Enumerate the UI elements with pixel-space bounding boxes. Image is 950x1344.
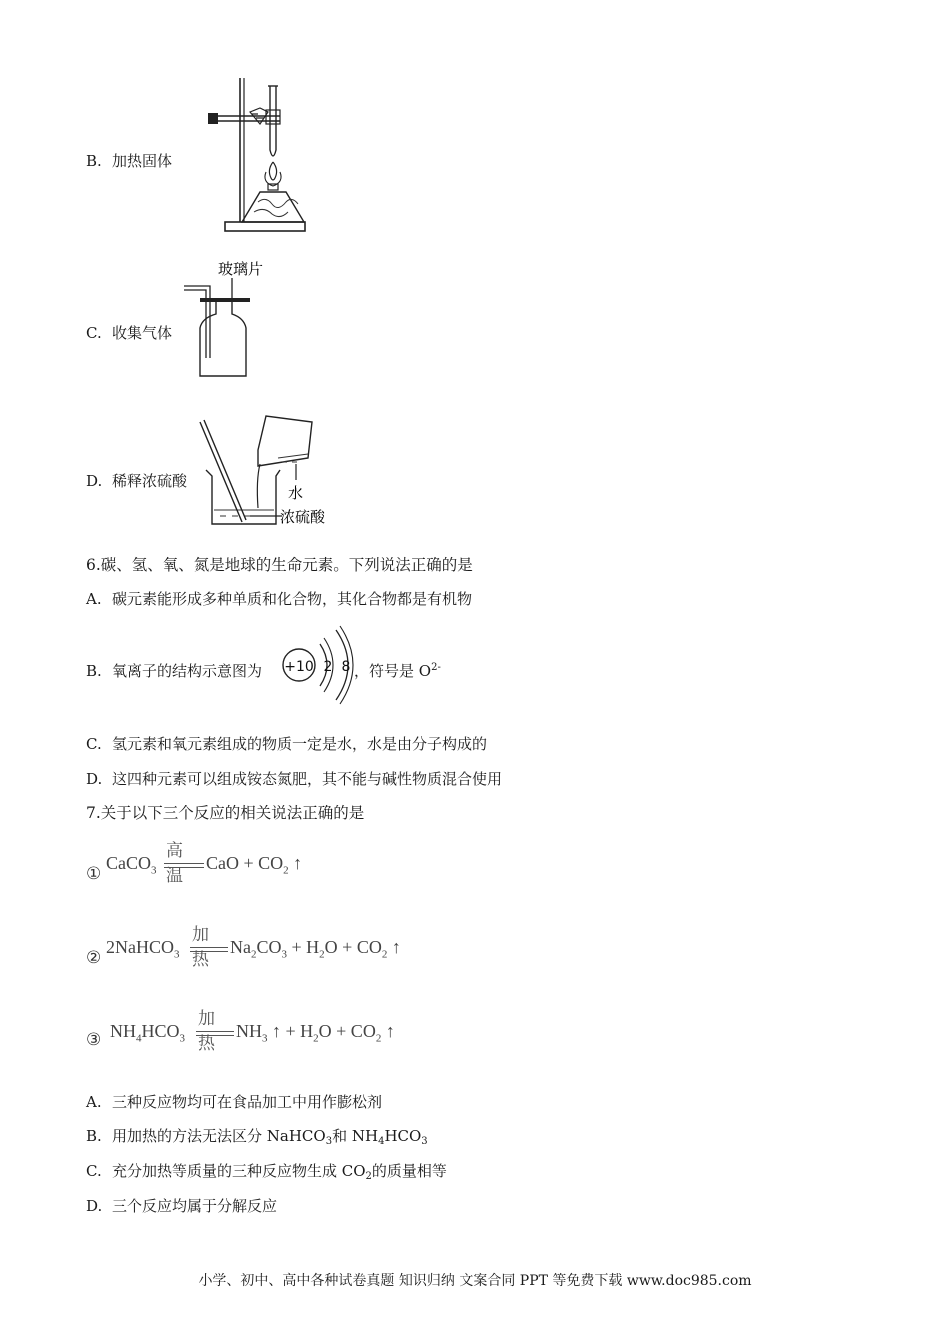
water-label: 水 <box>288 484 304 502</box>
nucleus-charge: +10 <box>284 659 314 675</box>
option-6c <box>86 733 487 754</box>
products: $Na_2CO_3 + H_2O + CO_2$ ↑ <box>230 937 401 961</box>
reactant: 2NaHCO$_3$ <box>106 937 180 961</box>
option-5c <box>86 322 172 343</box>
equals-sign <box>190 947 228 952</box>
option-6b <box>86 660 441 681</box>
option-7d <box>86 1195 277 1216</box>
page-footer: 小学、初中、高中各种试卷真题 知识归纳 文案合同 PPT 等免费下载 www.doc985.com <box>198 1273 752 1289</box>
heating-apparatus-figure <box>180 72 330 238</box>
reactant: CaCO$_3$ <box>106 853 157 877</box>
oxygen-ion-structure-diagram <box>280 624 356 708</box>
option-text: 三种反应物均可在食品加工中用作膨松剂 <box>112 1093 383 1111</box>
option-text-before: 氧离子的结构示意图为 <box>112 662 263 680</box>
option-letter: C. <box>86 1162 102 1180</box>
reaction-condition: 加热 <box>198 1009 215 1054</box>
option-letter: C. <box>86 735 102 753</box>
question-6-stem: 6.碳、氢、氧、氮是地球的生命元素。下列说法正确的是 <box>86 556 473 574</box>
option-letter: C. <box>86 324 102 342</box>
option-letter: B. <box>86 662 102 680</box>
products: CaO + $CO_2$ ↑ <box>206 853 303 877</box>
shell-2-electrons: 8 <box>341 659 351 675</box>
option-text: 这四种元素可以组成铵态氮肥，其不能与碱性物质混合使用 <box>112 770 503 788</box>
ion-charge: 2- <box>431 662 441 673</box>
question-7-stem: 7.关于以下三个反应的相关说法正确的是 <box>86 804 365 822</box>
option-letter: D. <box>86 770 103 788</box>
option-7b: B. 用加热的方法无法区分 NaHCO$_3$和 $NH_4HCO_3$ <box>86 1127 428 1147</box>
option-6a <box>86 588 472 609</box>
option-letter: D. <box>86 472 103 490</box>
dilution-figure <box>196 410 346 534</box>
reaction-number: ② <box>86 948 102 968</box>
option-5b <box>86 150 172 171</box>
option-text: 加热固体 <box>112 152 173 170</box>
sulfuric-acid-label: 浓硫酸 <box>280 508 326 526</box>
option-letter: B. <box>86 152 102 170</box>
products: $NH_3$ ↑ + $H_2O + CO_2$ ↑ <box>236 1021 395 1045</box>
reaction-condition: 高温 <box>166 841 183 886</box>
shell-1-electrons: 2 <box>323 659 333 675</box>
option-6d <box>86 768 502 789</box>
option-text: 稀释浓硫酸 <box>112 472 188 490</box>
equals-sign <box>196 1031 234 1036</box>
option-letter: A. <box>86 1093 102 1111</box>
option-7a <box>86 1091 382 1112</box>
option-7c: C. 充分加热等质量的三种反应物生成 $CO_2$的质量相等 <box>86 1162 447 1182</box>
option-text: 收集气体 <box>112 324 173 342</box>
option-letter: D. <box>86 1197 103 1215</box>
option-5d <box>86 470 187 491</box>
reaction-number: ① <box>86 864 102 884</box>
reaction-number: ③ <box>86 1030 102 1050</box>
option-text: 氢元素和氧元素组成的物质一定是水，水是由分子构成的 <box>112 735 488 753</box>
equals-sign <box>164 863 204 868</box>
option-letter: A. <box>86 590 102 608</box>
glass-plate-label: 玻璃片 <box>218 260 264 278</box>
gas-collection-figure <box>180 258 290 380</box>
option-letter: B. <box>86 1127 102 1145</box>
option-text: 三个反应均属于分解反应 <box>112 1197 278 1215</box>
option-text: 碳元素能形成多种单质和化合物，其化合物都是有机物 <box>112 590 473 608</box>
reactant: $NH_4HCO_3$ <box>110 1021 186 1045</box>
option-text-after: ，符号是 O <box>354 662 432 680</box>
reaction-condition: 加热 <box>192 925 209 970</box>
